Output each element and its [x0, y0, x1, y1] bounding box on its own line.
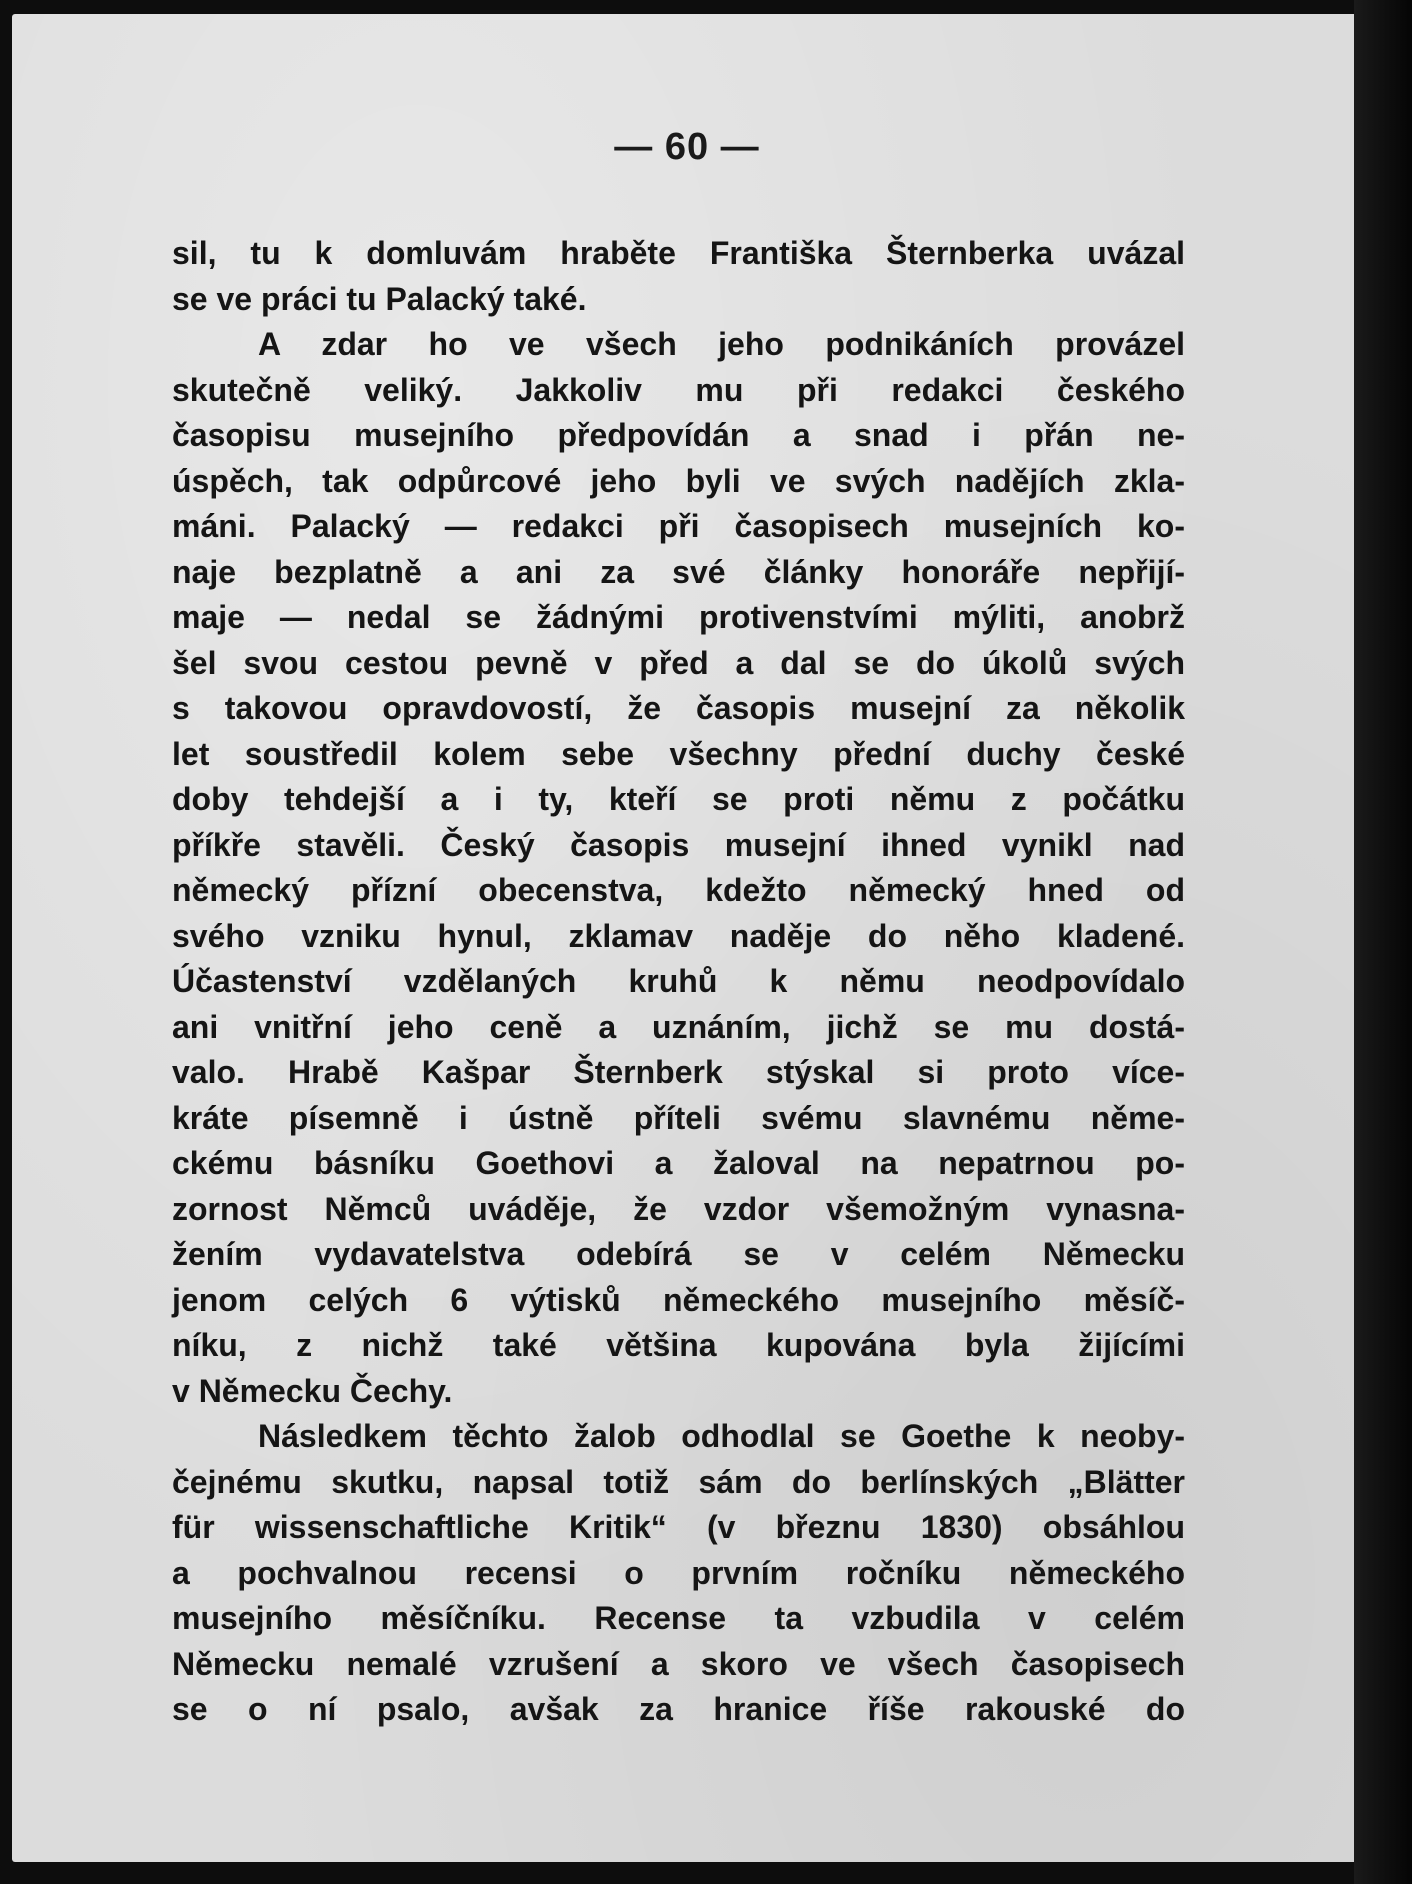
text-line: časopisu musejního předpovídán a snad i přán ne-: [172, 417, 1185, 453]
text-line: šel svou cestou pevně v před a dal se do úkolů svých: [172, 644, 1185, 681]
text-line: Následkem těchto žalob odhodlal se Goethe k neoby-: [258, 1418, 1185, 1454]
text-line: zornost Němců uváděje, že vzdor všemožným vynasna-: [172, 1190, 1185, 1227]
text-line: für wissenschaftliche Kritik“ (v březnu 1830) obsáhlou: [172, 1509, 1185, 1545]
text-line: musejního měsíčníku. Recense ta vzbudila v celém: [172, 1600, 1185, 1636]
text-line: příkře stavěli. Český časopis musejní ihned vynikl nad: [172, 826, 1185, 863]
text-line: žením vydavatelstva odebírá se v celém Německu: [172, 1236, 1185, 1272]
page-number: — 60 —: [614, 126, 760, 168]
text-line: níku, z nichž také většina kupována byla žijícími: [172, 1327, 1185, 1363]
text-line: čejnému skutku, napsal totiž sám do berlínských „Blätter: [172, 1463, 1185, 1500]
text-line: máni. Palacký — redakci při časopisech musejních ko-: [172, 508, 1185, 544]
text-line: se ve práci tu Palacký také.: [172, 280, 587, 317]
text-line: a pochvalnou recensi o prvním ročníku německého: [172, 1554, 1185, 1591]
text-line: doby tehdejší a i ty, kteří se proti němu z počátku: [172, 781, 1185, 817]
text-line: skutečně veliký. Jakkoliv mu při redakci českého: [172, 371, 1185, 408]
text-line: maje — nedal se žádnými protivenstvími mýliti, anobrž: [172, 599, 1185, 635]
text-line: svého vzniku hynul, zklamav naděje do něho kladené.: [172, 917, 1185, 954]
text-line: v Německu Čechy.: [172, 1372, 453, 1409]
text-line: jenom celých 6 výtisků německého musejního měsíč-: [172, 1281, 1185, 1318]
text-line: naje bezplatně a ani za své články honoráře nepřijí-: [172, 553, 1185, 590]
binding-edge: [1354, 0, 1412, 1884]
text-line: valo. Hrabě Kašpar Šternberk stýskal si proto více-: [172, 1054, 1185, 1090]
text-line: A zdar ho ve všech jeho podnikáních provázel: [258, 326, 1185, 362]
text-line: sil, tu k domluvám hraběte Františka Šternberka uvázal: [172, 235, 1185, 271]
text-line: ani vnitřní jeho ceně a uznáním, jichž se mu dostá-: [172, 1008, 1185, 1045]
text-line: Německu nemalé vzrušení a skoro ve všech časopisech: [172, 1645, 1185, 1682]
text-line: s takovou opravdovostí, že časopis musejní za několik: [172, 690, 1185, 726]
text-line: let soustředil kolem sebe všechny přední duchy české: [172, 735, 1185, 772]
text-line: kráte písemně i ústně příteli svému slavnému něme-: [172, 1099, 1185, 1136]
body-text: [172, 231, 1185, 1733]
text-line: Účastenství vzdělaných kruhů k němu neodpovídalo: [172, 963, 1185, 999]
text-line: německý přízní obecenstva, kdežto německý hned od: [172, 872, 1185, 908]
text-line: úspěch, tak odpůrcové jeho byli ve svých nadějích zkla-: [172, 462, 1185, 499]
text-line: ckému básníku Goethovi a žaloval na nepatrnou po-: [172, 1145, 1185, 1181]
text-line: se o ní psalo, avšak za hranice říše rakouské do: [172, 1691, 1185, 1727]
book-page: [12, 14, 1362, 1862]
